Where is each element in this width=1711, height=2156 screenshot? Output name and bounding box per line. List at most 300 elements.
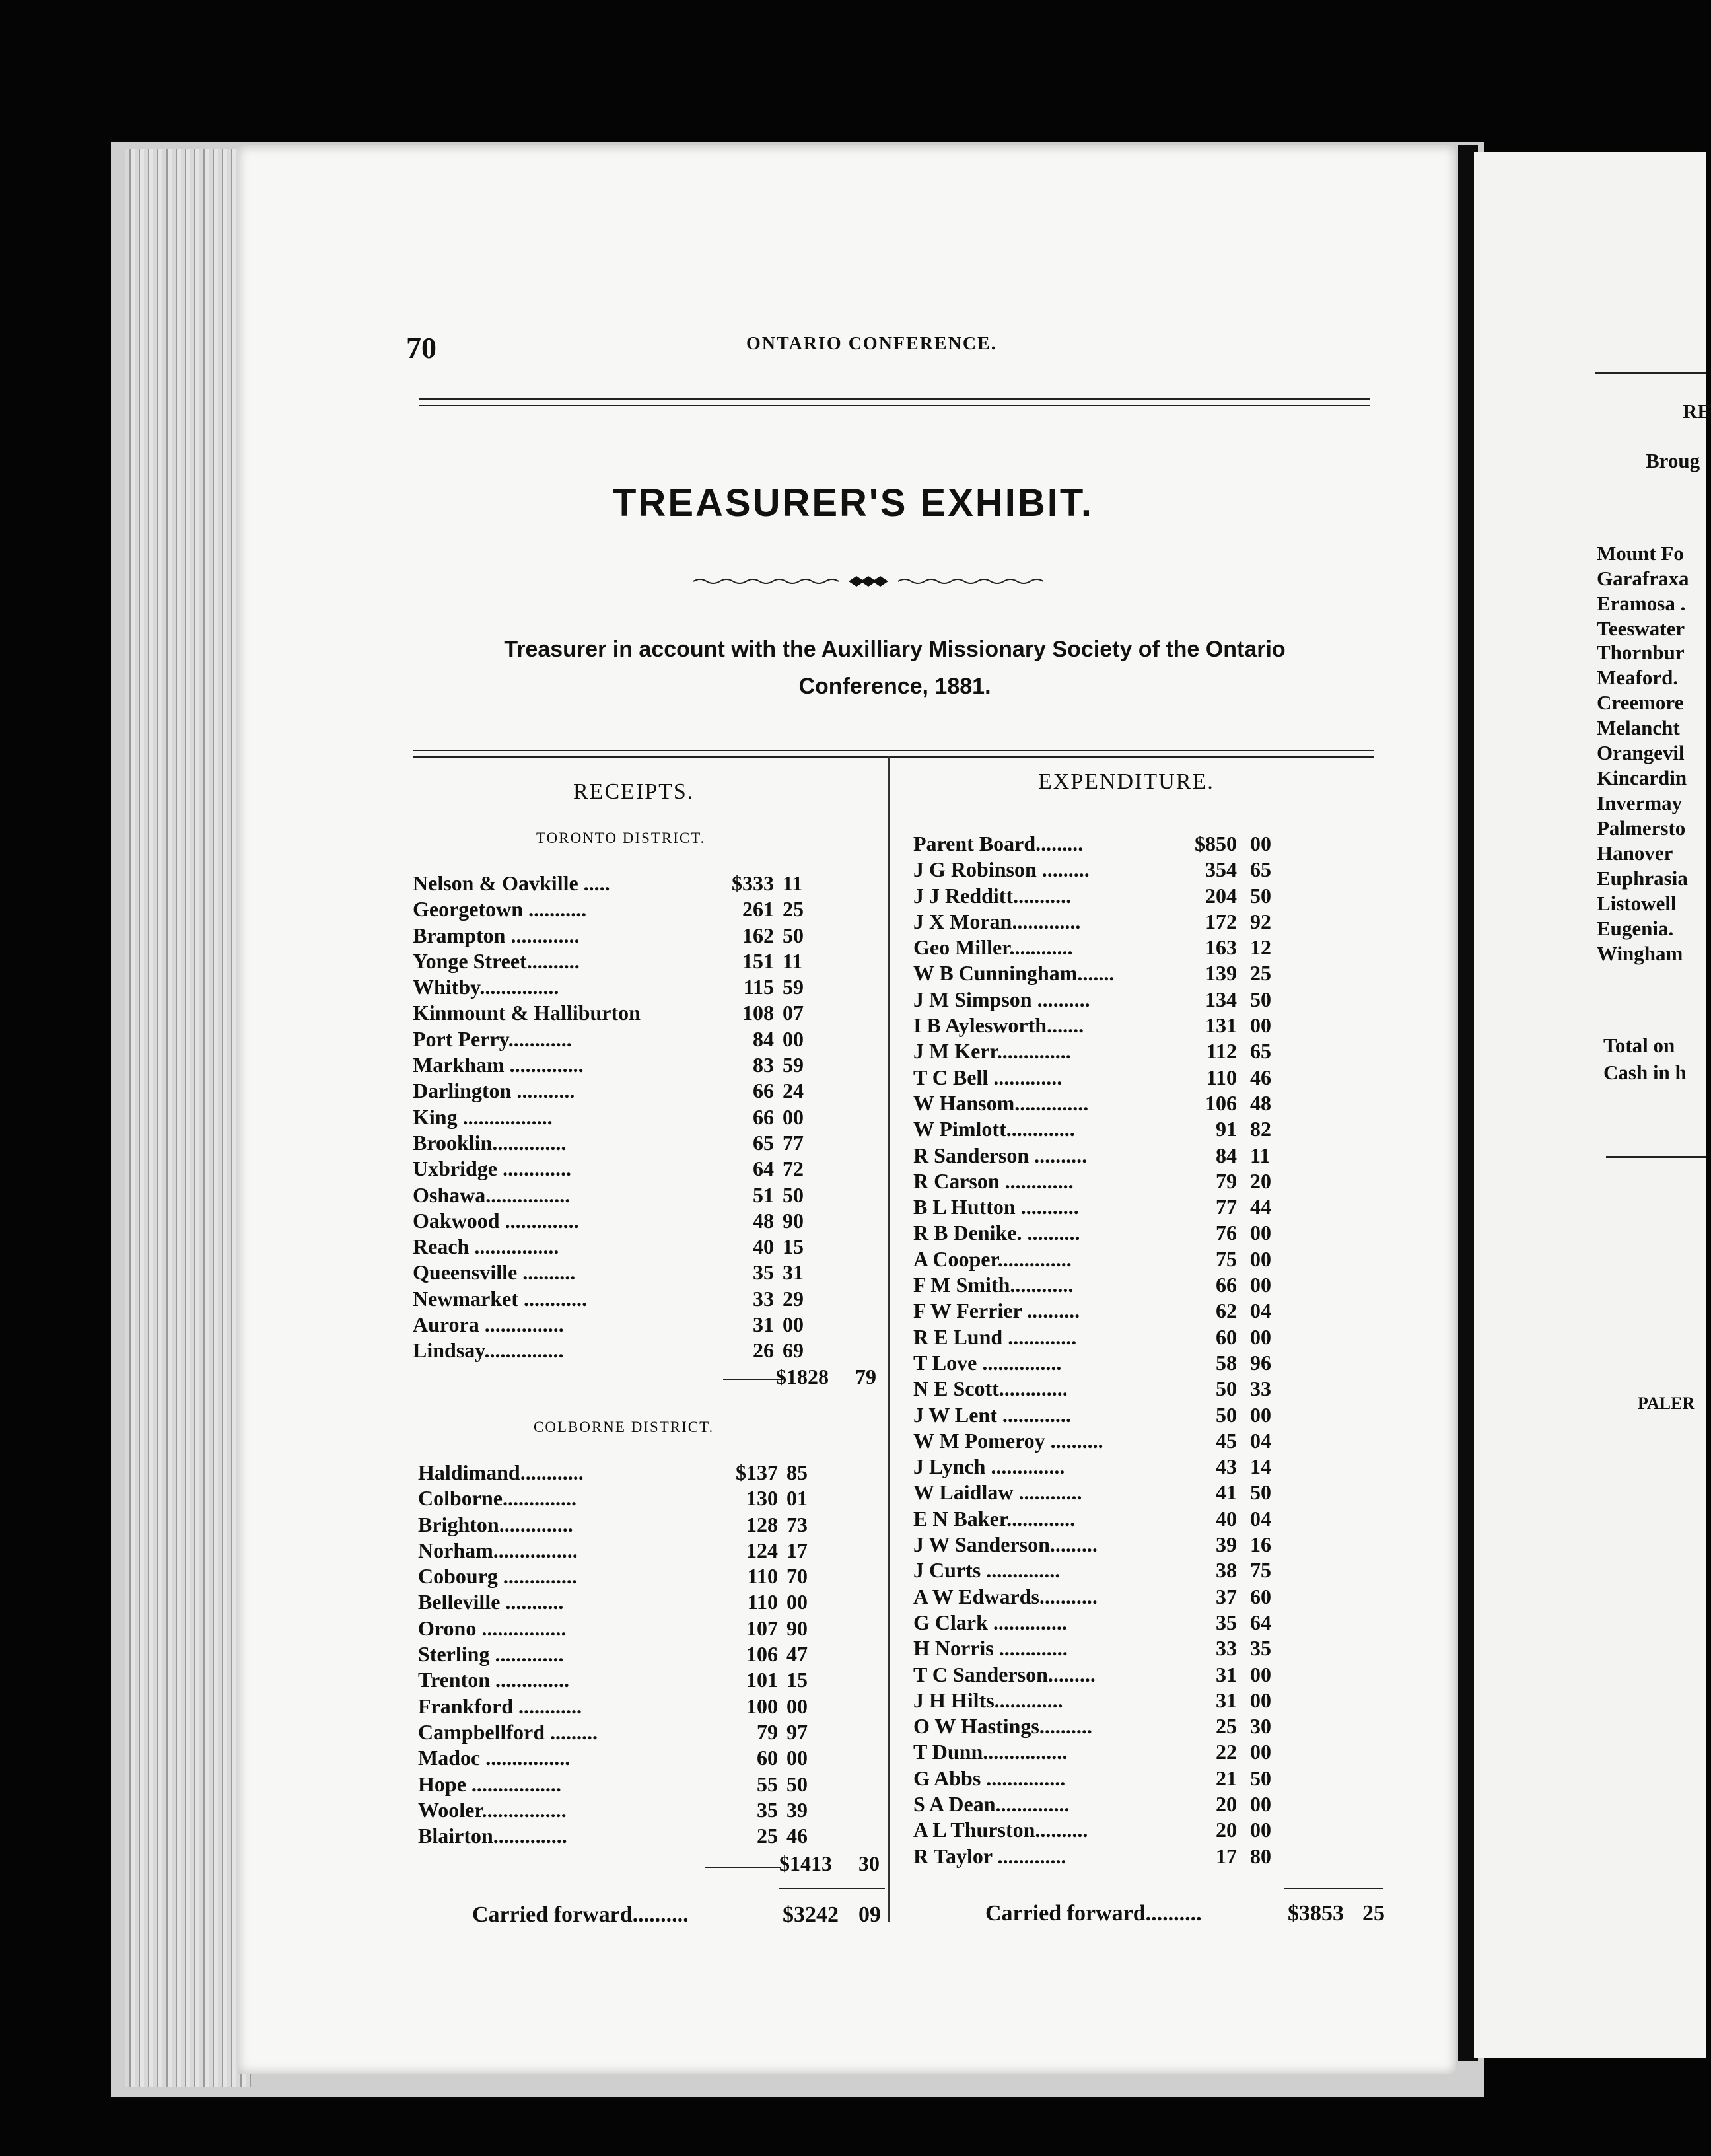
right-page-fragment: Palmersto — [1597, 816, 1686, 840]
expenditure-name: W Laidlaw ............ — [913, 1480, 1082, 1505]
right-page-rule — [1595, 372, 1706, 374]
expenditure-cents: 00 — [1250, 1221, 1271, 1245]
expenditure-cents: 46 — [1250, 1065, 1271, 1089]
colborne-receipt-row — [418, 1772, 880, 1797]
toronto-receipt-row — [413, 1130, 875, 1156]
colborne-receipt-name: Cobourg .............. — [418, 1564, 577, 1589]
expenditure-dollars: 75 — [1216, 1246, 1237, 1271]
expenditure-name: J W Sanderson......... — [913, 1532, 1098, 1557]
expenditure-cents: 44 — [1250, 1195, 1271, 1219]
toronto-receipt-name: Oshawa................ — [413, 1182, 571, 1207]
colborne-receipt-name: Wooler................ — [418, 1797, 567, 1822]
expenditure-row — [913, 1272, 1283, 1298]
expenditure-cents: 00 — [1250, 1791, 1271, 1816]
toronto-subtotal-rule — [723, 1379, 783, 1380]
expenditure-cents: 48 — [1250, 1091, 1271, 1115]
right-page — [1474, 152, 1706, 2058]
toronto-receipt-cents: 59 — [783, 1053, 804, 1077]
expenditure-name: W M Pomeroy .......... — [913, 1428, 1103, 1453]
colborne-receipt-dollars: 101 — [746, 1668, 778, 1692]
colborne-district-heading: COLBORNE DISTRICT. — [534, 1419, 715, 1435]
toronto-receipt-row — [413, 1312, 875, 1338]
expenditure-dollars: 163 — [1205, 935, 1237, 960]
expenditure-dollars: 37 — [1216, 1584, 1237, 1608]
colborne-receipt-name: Belleville ........... — [418, 1590, 564, 1614]
expenditure-cents: 33 — [1250, 1377, 1271, 1401]
toronto-receipt-name: Brooklin.............. — [413, 1130, 567, 1155]
expenditure-name: W Pimlott............. — [913, 1117, 1075, 1141]
colborne-receipt-cents: 01 — [786, 1486, 808, 1511]
expenditure-cents: 25 — [1250, 961, 1271, 986]
toronto-receipt-row — [413, 871, 875, 896]
colborne-receipt-row — [418, 1512, 880, 1538]
right-page-fragment: Euphrasia — [1597, 867, 1688, 890]
right-page-fragment: Eramosa . — [1597, 592, 1686, 615]
right-page-fragment: Melancht — [1597, 716, 1680, 739]
expenditure-dollars: 354 — [1205, 857, 1237, 882]
toronto-receipt-cents: 15 — [783, 1235, 804, 1259]
expenditure-name: S A Dean.............. — [913, 1791, 1070, 1816]
toronto-receipt-name: Lindsay............... — [413, 1338, 564, 1363]
toronto-receipt-cents: 59 — [783, 975, 804, 999]
colborne-receipt-dollars: 35 — [757, 1797, 778, 1822]
expenditure-dollars: 50 — [1216, 1377, 1237, 1401]
expenditure-row — [913, 1662, 1283, 1688]
expenditure-row — [913, 831, 1283, 857]
toronto-receipt-row — [413, 896, 875, 922]
colborne-receipt-name: Brighton.............. — [418, 1512, 573, 1536]
expenditure-cents: 92 — [1250, 909, 1271, 933]
expenditure-row — [913, 1168, 1283, 1194]
right-page-fragment: Hanover — [1597, 842, 1673, 865]
toronto-receipt-name: Uxbridge ............. — [413, 1157, 571, 1181]
expenditure-row — [913, 857, 1283, 882]
right-page-fragment: Cash in h — [1603, 1061, 1687, 1084]
colborne-receipt-name: Orono ................ — [418, 1616, 567, 1640]
toronto-receipt-row — [413, 1052, 875, 1078]
expenditure-name: W B Cunningham....... — [913, 961, 1115, 986]
toronto-receipt-cents: 50 — [783, 1182, 804, 1207]
right-page-rule-2 — [1606, 1156, 1706, 1158]
expenditure-name: R Taylor ............. — [913, 1844, 1066, 1868]
toronto-receipt-dollars: 33 — [753, 1286, 774, 1311]
toronto-receipt-row — [413, 1104, 875, 1130]
page-edges — [125, 149, 251, 2087]
toronto-receipt-dollars: 151 — [742, 949, 774, 973]
colborne-receipt-dollars: 124 — [746, 1538, 778, 1562]
expenditure-row — [913, 1766, 1283, 1791]
toronto-receipts-list — [413, 871, 875, 1364]
toronto-receipt-dollars: 108 — [742, 1001, 774, 1025]
expenditure-cents: 00 — [1250, 1740, 1271, 1764]
expenditure-row — [913, 987, 1283, 1013]
expenditure-dollars: 112 — [1206, 1039, 1237, 1063]
colborne-receipt-dollars: 25 — [757, 1824, 778, 1848]
toronto-receipt-name: Kinmount & Halliburton — [413, 1001, 641, 1025]
expenditure-dollars: 60 — [1216, 1324, 1237, 1349]
expenditure-dollars: 131 — [1205, 1013, 1237, 1038]
toronto-receipt-name: Brampton ............. — [413, 923, 580, 947]
colborne-receipt-dollars: 79 — [757, 1719, 778, 1744]
receipts-carried-label: Carried forward.......... — [472, 1902, 689, 1927]
expenditure-name: J M Simpson .......... — [913, 987, 1090, 1011]
toronto-receipt-dollars: $333 — [732, 871, 774, 895]
expenditure-name: J J Redditt........... — [913, 883, 1072, 908]
colborne-receipt-name: Trenton .............. — [418, 1668, 570, 1692]
right-page-fragment: Eugenia. — [1597, 917, 1674, 940]
toronto-total-dollars: $1828 — [776, 1365, 829, 1388]
expenditure-carried-label: Carried forward.......... — [985, 1901, 1202, 1925]
expenditure-dollars: 62 — [1216, 1299, 1237, 1323]
expenditure-name: O W Hastings.......... — [913, 1714, 1092, 1739]
colborne-receipt-cents: 70 — [786, 1564, 808, 1589]
expenditure-name: F W Ferrier .......... — [913, 1299, 1080, 1323]
receipts-carried-dollars: $3242 — [783, 1902, 839, 1927]
expenditure-carried-cents: 25 — [1362, 1901, 1385, 1925]
toronto-receipt-cents: 72 — [783, 1157, 804, 1181]
expenditure-name: G Abbs ............... — [913, 1766, 1066, 1790]
expenditure-cents: 50 — [1250, 1766, 1271, 1790]
colborne-receipt-dollars: 107 — [746, 1616, 778, 1640]
toronto-receipt-dollars: 65 — [753, 1130, 774, 1155]
toronto-receipt-dollars: 40 — [753, 1235, 774, 1259]
expenditure-name: A W Edwards........... — [913, 1584, 1098, 1608]
expenditure-name: Geo Miller............ — [913, 935, 1073, 960]
expenditure-carried-dollars: $3853 — [1288, 1901, 1344, 1925]
expenditure-cents: 04 — [1250, 1299, 1271, 1323]
toronto-receipt-cents: 07 — [783, 1001, 804, 1025]
toronto-receipt-row — [413, 923, 875, 949]
toronto-receipt-cents: 69 — [783, 1338, 804, 1363]
expenditure-name: J H Hilts............. — [913, 1688, 1063, 1712]
colborne-receipt-name: Norham................ — [418, 1538, 578, 1562]
colborne-receipt-name: Frankford ............ — [418, 1694, 582, 1718]
colborne-receipt-cents: 00 — [786, 1746, 808, 1770]
expenditure-row — [913, 1791, 1283, 1817]
expenditure-row — [913, 1713, 1283, 1739]
expenditure-name: T C Bell ............. — [913, 1065, 1063, 1089]
right-page-fragment: Wingham — [1597, 942, 1683, 965]
expenditure-name: T Dunn................ — [913, 1740, 1068, 1764]
expenditure-cents: 14 — [1250, 1455, 1271, 1479]
expenditure-row — [913, 1428, 1283, 1454]
expenditure-name: H Norris ............. — [913, 1636, 1068, 1661]
toronto-receipt-cents: 25 — [783, 897, 804, 921]
right-page-fragment: Garafraxa — [1597, 567, 1689, 590]
expenditure-row — [913, 1246, 1283, 1272]
expenditure-cents: 65 — [1250, 857, 1271, 882]
page-number: 70 — [406, 331, 436, 365]
toronto-receipt-dollars: 51 — [753, 1182, 774, 1207]
colborne-receipt-name: Colborne.............. — [418, 1486, 576, 1511]
toronto-receipt-dollars: 26 — [753, 1338, 774, 1363]
toronto-receipt-cents: 50 — [783, 923, 804, 947]
right-page-fragment: Creemore — [1597, 691, 1684, 714]
toronto-receipt-cents: 24 — [783, 1079, 804, 1103]
right-page-fragment: Orangevil — [1597, 741, 1685, 764]
expenditure-row — [913, 960, 1283, 986]
toronto-receipt-row — [413, 1000, 875, 1026]
expenditure-dollars: 50 — [1216, 1402, 1237, 1427]
right-page-fragment: Total on — [1603, 1034, 1675, 1057]
toronto-receipt-name: Markham .............. — [413, 1053, 584, 1077]
expenditure-cents: 75 — [1250, 1558, 1271, 1583]
expenditure-dollars: 31 — [1216, 1662, 1237, 1686]
expenditure-dollars: 21 — [1216, 1766, 1237, 1790]
expenditure-cents: 00 — [1250, 1402, 1271, 1427]
receipts-heading: RECEIPTS. — [573, 779, 695, 804]
expenditure-row — [913, 1635, 1283, 1661]
expenditure-row — [913, 1610, 1283, 1635]
expenditure-cents: 50 — [1250, 1480, 1271, 1505]
expenditure-dollars: 20 — [1216, 1818, 1237, 1842]
colborne-subtotal-rule — [705, 1867, 781, 1868]
colborne-receipt-dollars: 128 — [746, 1512, 778, 1536]
expenditure-dollars: 43 — [1216, 1455, 1237, 1479]
expenditure-cents: 00 — [1250, 832, 1271, 855]
colborne-receipt-name: Campbellford ......... — [418, 1719, 598, 1744]
expenditure-name: N E Scott............. — [913, 1377, 1068, 1401]
colborne-receipt-dollars: 110 — [747, 1564, 778, 1589]
expenditure-name: J Lynch .............. — [913, 1455, 1065, 1479]
expenditure-row — [913, 1116, 1283, 1142]
expenditure-heading: EXPENDITURE. — [1038, 770, 1214, 794]
expenditure-dollars: 35 — [1216, 1610, 1237, 1634]
expenditure-cents: 65 — [1250, 1039, 1271, 1063]
expenditure-dollars: 84 — [1216, 1143, 1237, 1167]
expenditure-cents: 30 — [1250, 1714, 1271, 1739]
expenditure-dollars: $850 — [1195, 832, 1237, 855]
page-title: TREASURER'S EXHIBIT. — [613, 482, 1094, 524]
toronto-receipt-cents: 31 — [783, 1260, 804, 1285]
expenditure-row — [913, 1454, 1283, 1480]
colborne-receipt-row — [418, 1667, 880, 1693]
expenditure-cents: 12 — [1250, 935, 1271, 960]
colborne-receipt-cents: 85 — [786, 1460, 808, 1484]
colborne-receipt-row — [418, 1745, 880, 1771]
colborne-receipt-name: Haldimand............ — [418, 1460, 584, 1484]
expenditure-dollars: 45 — [1216, 1428, 1237, 1453]
toronto-receipt-row — [413, 1156, 875, 1182]
expenditure-cents: 16 — [1250, 1532, 1271, 1557]
expenditure-name: R Carson ............. — [913, 1168, 1074, 1193]
expenditure-row — [913, 1558, 1283, 1583]
expenditure-name: R B Denike. .......... — [913, 1221, 1080, 1245]
expenditure-row — [913, 1532, 1283, 1558]
expenditure-name: T C Sanderson......... — [913, 1662, 1096, 1686]
colborne-receipt-row — [418, 1589, 880, 1615]
expenditure-dollars: 77 — [1216, 1195, 1237, 1219]
receipts-total-rule — [779, 1888, 885, 1889]
colborne-receipt-name: Hope ................. — [418, 1772, 561, 1796]
expenditure-cents: 00 — [1250, 1273, 1271, 1297]
toronto-receipt-row — [413, 974, 875, 1000]
colborne-receipt-cents: 50 — [786, 1772, 808, 1796]
expenditure-row — [913, 1506, 1283, 1532]
subtitle — [409, 631, 1380, 705]
expenditure-row — [913, 1402, 1283, 1428]
expenditure-row — [913, 1220, 1283, 1246]
colborne-receipt-name: Madoc ................ — [418, 1746, 571, 1770]
colborne-receipt-cents: 90 — [786, 1616, 808, 1640]
toronto-receipt-name: Queensville .......... — [413, 1260, 576, 1285]
expenditure-row — [913, 1324, 1283, 1350]
expenditure-cents: 00 — [1250, 1662, 1271, 1686]
expenditure-name: Parent Board......... — [913, 832, 1084, 855]
expenditure-cents: 04 — [1250, 1428, 1271, 1453]
toronto-receipt-row — [413, 1286, 875, 1312]
expenditure-row — [913, 1065, 1283, 1091]
right-page-fragment: Broug — [1646, 449, 1700, 472]
expenditure-dollars: 41 — [1216, 1480, 1237, 1505]
colborne-receipts-list — [418, 1460, 880, 1849]
expenditure-row — [913, 1480, 1283, 1505]
colborne-receipt-row — [418, 1797, 880, 1823]
expenditure-name: A Cooper.............. — [913, 1246, 1072, 1271]
expenditure-cents: 11 — [1250, 1143, 1271, 1167]
toronto-receipt-name: Port Perry............ — [413, 1026, 572, 1051]
toronto-receipt-name: Newmarket ............ — [413, 1286, 587, 1311]
colborne-receipt-dollars: 130 — [746, 1486, 778, 1511]
expenditure-dollars: 110 — [1206, 1065, 1237, 1089]
colborne-receipt-cents: 39 — [786, 1797, 808, 1822]
receipts-carried-cents: 09 — [858, 1902, 881, 1927]
expenditure-cents: 35 — [1250, 1636, 1271, 1661]
expenditure-dollars: 134 — [1205, 987, 1237, 1011]
colborne-receipt-dollars: 60 — [757, 1746, 778, 1770]
colborne-receipt-row — [418, 1719, 880, 1745]
toronto-receipt-dollars: 31 — [753, 1312, 774, 1337]
colborne-receipt-row — [418, 1641, 880, 1667]
colborne-receipt-row — [418, 1486, 880, 1511]
expenditure-dollars: 139 — [1205, 961, 1237, 986]
colborne-receipt-cents: 47 — [786, 1642, 808, 1667]
expenditure-name: R Sanderson .......... — [913, 1143, 1088, 1167]
expenditure-name: J M Kerr.............. — [913, 1039, 1071, 1063]
expenditure-dollars: 20 — [1216, 1791, 1237, 1816]
table-top-rule-2 — [413, 756, 1374, 758]
toronto-receipt-cents: 00 — [783, 1026, 804, 1051]
colborne-receipt-dollars: 110 — [747, 1590, 778, 1614]
expenditure-dollars: 22 — [1216, 1740, 1237, 1764]
toronto-receipt-cents: 29 — [783, 1286, 804, 1311]
subtitle-line-1: Treasurer in account with the Auxilliary Missionary Society of the Ontario — [504, 637, 1286, 662]
expenditure-dollars: 39 — [1216, 1532, 1237, 1557]
expenditure-name: F M Smith............ — [913, 1273, 1074, 1297]
toronto-receipt-dollars: 162 — [742, 923, 774, 947]
toronto-total-cents: 79 — [855, 1365, 876, 1388]
toronto-receipt-name: King ................. — [413, 1104, 553, 1129]
toronto-receipt-row — [413, 1338, 875, 1363]
expenditure-cents: 00 — [1250, 1013, 1271, 1038]
expenditure-row — [913, 1013, 1283, 1038]
colborne-receipt-dollars: $137 — [736, 1460, 778, 1484]
colborne-receipt-cents: 15 — [786, 1668, 808, 1692]
toronto-receipt-row — [413, 1260, 875, 1285]
colborne-receipt-cents: 73 — [786, 1512, 808, 1536]
colborne-receipt-row — [418, 1460, 880, 1486]
column-divider — [888, 756, 890, 1922]
expenditure-cents: 50 — [1250, 987, 1271, 1011]
colborne-receipt-cents: 17 — [786, 1538, 808, 1562]
colborne-receipt-dollars: 100 — [746, 1694, 778, 1718]
expenditure-name: G Clark .............. — [913, 1610, 1067, 1634]
toronto-receipt-dollars: 48 — [753, 1208, 774, 1233]
expenditure-dollars: 204 — [1205, 883, 1237, 908]
toronto-receipt-dollars: 115 — [743, 975, 774, 999]
expenditure-dollars: 25 — [1216, 1714, 1237, 1739]
expenditure-dollars: 17 — [1216, 1844, 1237, 1868]
toronto-receipt-row — [413, 949, 875, 974]
expenditure-cents: 82 — [1250, 1117, 1271, 1141]
colborne-receipt-name: Sterling ............. — [418, 1642, 564, 1667]
expenditure-row — [913, 909, 1283, 935]
expenditure-cents: 04 — [1250, 1506, 1271, 1530]
expenditure-dollars: 76 — [1216, 1221, 1237, 1245]
toronto-receipt-dollars: 66 — [753, 1104, 774, 1129]
expenditure-name: B L Hutton ........... — [913, 1195, 1079, 1219]
toronto-receipt-cents: 90 — [783, 1208, 804, 1233]
toronto-receipt-cents: 11 — [783, 871, 803, 895]
toronto-receipt-cents: 77 — [783, 1130, 804, 1155]
running-header: ONTARIO CONFERENCE. — [746, 334, 997, 354]
expenditure-row — [913, 1817, 1283, 1843]
colborne-total-cents: 30 — [858, 1851, 880, 1875]
right-page-fragment: Mount Fo — [1597, 542, 1684, 565]
expenditure-row — [913, 1376, 1283, 1402]
toronto-receipt-name: Georgetown ........... — [413, 897, 587, 921]
right-page-fragment: Invermay — [1597, 791, 1683, 814]
colborne-receipt-dollars: 106 — [746, 1642, 778, 1667]
toronto-receipt-row — [413, 1182, 875, 1208]
colborne-receipt-row — [418, 1563, 880, 1589]
toronto-receipt-row — [413, 1208, 875, 1234]
expenditure-list — [913, 831, 1283, 1869]
expenditure-row — [913, 1844, 1283, 1869]
expenditure-cents: 00 — [1250, 1324, 1271, 1349]
expenditure-cents: 00 — [1250, 1818, 1271, 1842]
toronto-receipt-dollars: 84 — [753, 1026, 774, 1051]
expenditure-cents: 64 — [1250, 1610, 1271, 1634]
expenditure-dollars: 172 — [1205, 909, 1237, 933]
expenditure-row — [913, 935, 1283, 960]
expenditure-total-rule — [1284, 1888, 1383, 1889]
toronto-district-heading: TORONTO DISTRICT. — [536, 830, 706, 846]
expenditure-row — [913, 1350, 1283, 1376]
expenditure-name: I B Aylesworth....... — [913, 1013, 1084, 1038]
expenditure-name: J W Lent ............. — [913, 1402, 1071, 1427]
expenditure-name: J X Moran............. — [913, 909, 1081, 933]
expenditure-dollars: 66 — [1216, 1273, 1237, 1297]
expenditure-dollars: 91 — [1216, 1117, 1237, 1141]
expenditure-name: J G Robinson ......... — [913, 857, 1090, 882]
header-rule-2 — [419, 405, 1370, 406]
expenditure-dollars: 33 — [1216, 1636, 1237, 1661]
right-page-fragment: Kincardin — [1597, 766, 1687, 789]
toronto-receipt-cents: 11 — [783, 949, 803, 973]
expenditure-dollars: 79 — [1216, 1168, 1237, 1193]
colborne-receipt-cents: 97 — [786, 1719, 808, 1744]
expenditure-dollars: 31 — [1216, 1688, 1237, 1712]
expenditure-cents: 00 — [1250, 1246, 1271, 1271]
toronto-receipt-name: Darlington ........... — [413, 1079, 575, 1103]
colborne-receipt-cents: 00 — [786, 1590, 808, 1614]
toronto-receipt-dollars: 261 — [742, 897, 774, 921]
right-page-fragment: Listowell — [1597, 892, 1677, 915]
colborne-receipt-cents: 00 — [786, 1694, 808, 1718]
expenditure-row — [913, 883, 1283, 909]
expenditure-dollars: 38 — [1216, 1558, 1237, 1583]
